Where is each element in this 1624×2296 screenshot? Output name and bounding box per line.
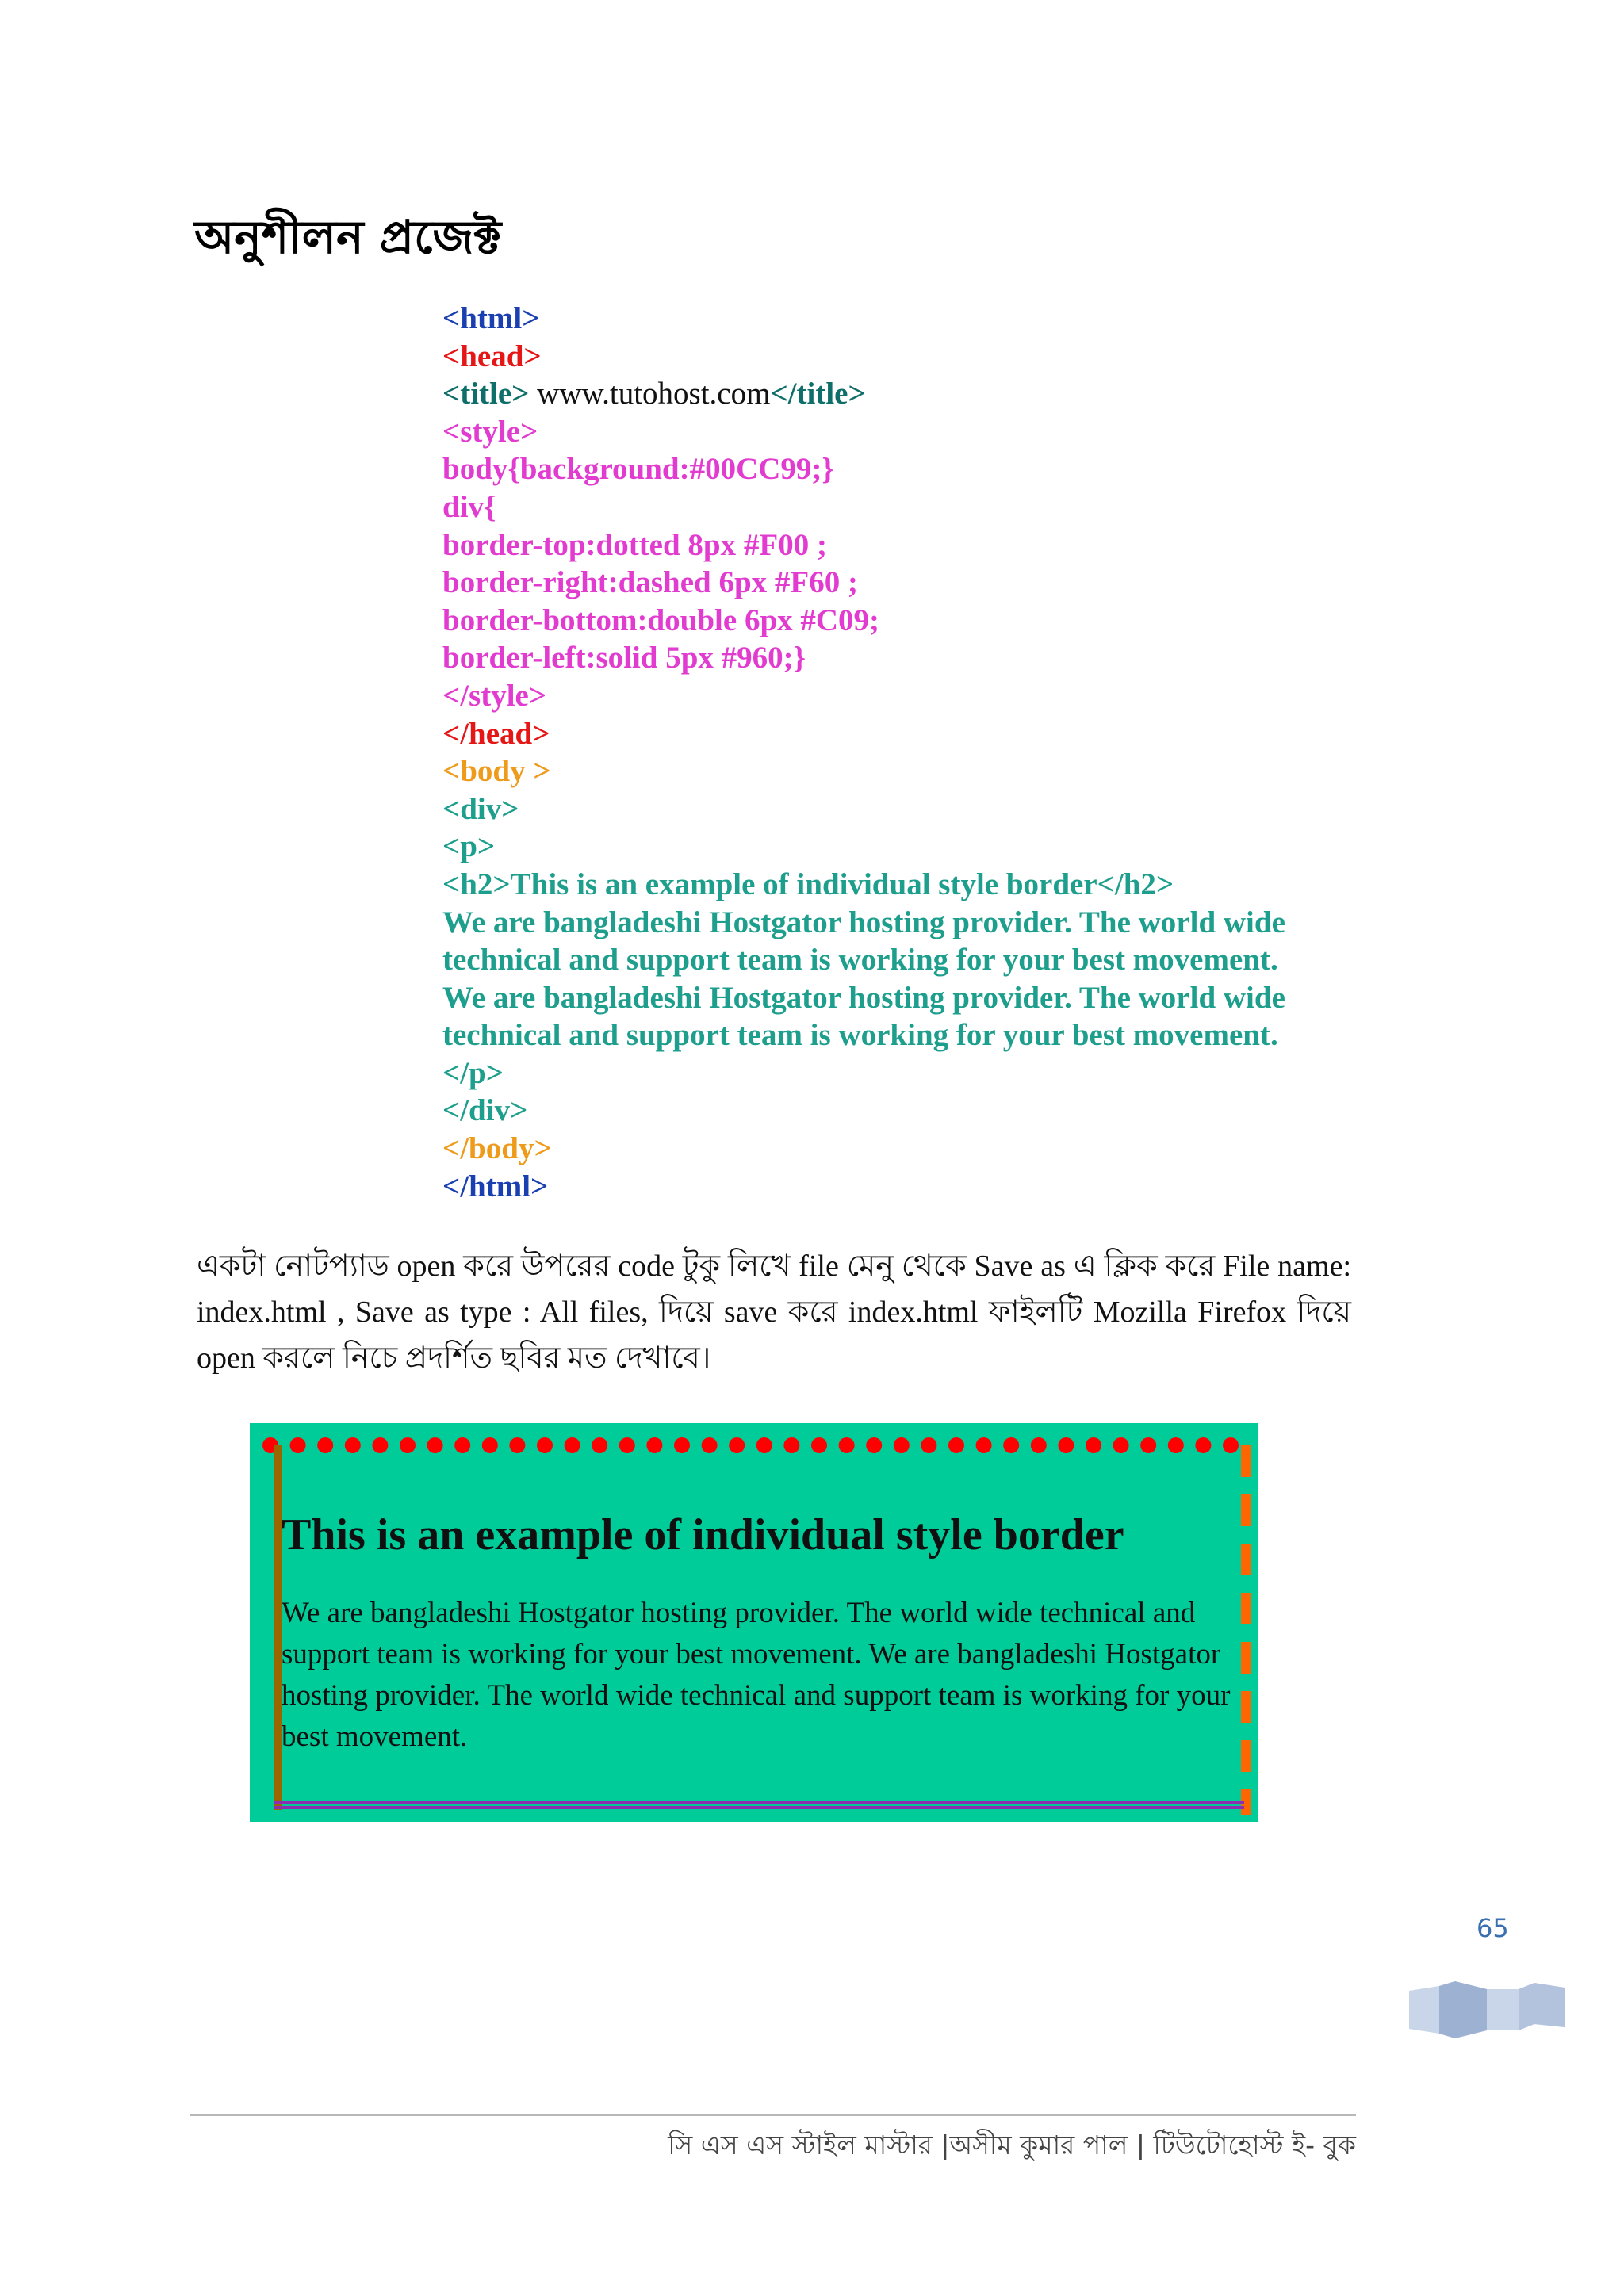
border-dot [1058,1437,1074,1453]
border-dot [1168,1437,1184,1453]
dashed-right-border [1241,1442,1252,1815]
border-dot [894,1437,910,1453]
border-dot [317,1437,333,1453]
border-dot [482,1437,498,1453]
code-line [442,790,1394,828]
footer-divider [190,2114,1356,2116]
border-dot [811,1437,827,1453]
border-dot [921,1437,936,1453]
code-token: </title> [770,377,866,411]
border-dash [1241,1544,1251,1575]
styled-div-box [261,1434,1244,1810]
code-line [442,564,1394,602]
code-line [442,413,1394,451]
rendered-output-preview [250,1423,1258,1822]
code-line [442,1054,1394,1093]
code-token: We are bangladeshi Hostgator hosting provider. The world wide [442,980,1285,1015]
border-dash [1241,1642,1251,1674]
border-dot [592,1437,607,1453]
border-dot [674,1437,690,1453]
border-dot [783,1437,799,1453]
border-dot [646,1437,662,1453]
code-token: <body > [442,754,551,789]
solid-left-border [274,1445,282,1810]
border-dot [976,1437,992,1453]
code-line [442,677,1394,715]
code-token: <p> [442,829,496,864]
code-token: <head> [442,339,542,373]
code-token: <h2>This is an example of individual style border</h2> [442,867,1174,901]
border-dash [1241,1494,1251,1526]
code-token: We are bangladeshi Hostgator hosting provider. The world wide [442,905,1285,939]
border-dot [756,1437,772,1453]
code-line [442,752,1394,790]
border-dot [537,1437,553,1453]
dotted-top-border [261,1434,1251,1460]
code-line [442,1130,1394,1168]
code-token: technical and support team is working for your best movement. [442,1018,1278,1053]
code-line [442,338,1394,376]
code-line [442,1016,1394,1054]
code-token: technical and support team is working for your best movement. [442,943,1278,978]
code-token: <html> [442,301,540,335]
code-line [442,866,1394,904]
preview-heading: This is an example of individual style border [282,1510,1124,1559]
code-token: <style> [442,414,538,449]
code-token: border-right:dashed 6px #F60 ; [442,565,858,600]
border-dot [1003,1437,1019,1453]
preview-paragraph: We are bangladeshi Hostgator hosting provider. The world wide technical and support team is working for your best movement. We are bangladeshi Hostgator hosting provider. The world wide technical and support team is working for your best movement. [282,1597,1231,1753]
border-dash [1241,1691,1251,1723]
border-dot [866,1437,882,1453]
code-token: </style> [442,678,547,713]
border-dot [290,1437,306,1453]
code-line [442,904,1394,942]
code-line [442,828,1394,866]
border-dot [1195,1437,1211,1453]
page-number: 65 [1477,1913,1509,1943]
border-dot [1223,1437,1239,1453]
code-token: border-left:solid 5px #960;} [442,641,806,675]
border-dot [1140,1437,1156,1453]
border-dot [948,1437,964,1453]
border-dot [372,1437,388,1453]
instruction-paragraph: একটা নোটপ্যাড open করে উপরের code টুকু লিখে file মেনু থেকে Save as এ ক্লিক করে File name: index.html , Save as type : All files, দিয়ে save করে index.html ফাইলটি Mozilla Firefox দিয়ে open করলে নিচে প্রদর্শিত ছবির মত দেখাবে। [197,1249,1351,1375]
border-dot [702,1437,718,1453]
code-line [442,488,1394,526]
border-dot [454,1437,470,1453]
code-line [442,450,1394,488]
code-line [442,979,1394,1017]
code-line [442,375,1394,413]
section-heading: অনুশীলন প্রজেক্ট [194,210,502,264]
border-dash [1241,1740,1251,1772]
border-dot [729,1437,745,1453]
code-token: </head> [442,716,550,751]
code-line [442,526,1394,564]
page-footer: সি এস এস স্টাইল মাস্টার |অসীম কুমার পাল | টিউটোহোস্ট ই- বুক [668,2130,1356,2160]
border-dash [1241,1593,1251,1624]
code-line [442,1092,1394,1130]
code-token: www.tutohost.com [529,377,771,411]
code-line [442,941,1394,979]
border-dot [1031,1437,1047,1453]
code-token: body{background:#00CC99;} [442,452,834,487]
code-token: <div> [442,791,519,826]
border-dot [839,1437,855,1453]
code-line [442,639,1394,677]
border-dash [1241,1445,1251,1477]
html-code-listing [442,300,1394,1205]
border-dot [565,1437,580,1453]
code-token: </html> [442,1169,549,1203]
code-token: </p> [442,1055,504,1090]
code-token: border-top:dotted 8px #F00 ; [442,527,827,562]
page-ribbon-decoration [1408,1978,1566,2042]
border-dot [509,1437,525,1453]
border-dot [619,1437,635,1453]
code-token: </div> [442,1093,528,1128]
code-line [442,715,1394,753]
code-token: div{ [442,489,496,524]
code-token: </body> [442,1131,552,1166]
border-dot [400,1437,416,1453]
code-token: border-bottom:double 6px #C09; [442,603,880,637]
code-line [442,1168,1394,1206]
border-dot [345,1437,361,1453]
border-dot [1086,1437,1101,1453]
code-token: <title> [442,377,530,411]
border-dot [427,1437,443,1453]
double-bottom-border [274,1797,1244,1812]
border-dot [1113,1437,1129,1453]
code-line [442,300,1394,338]
code-line [442,602,1394,640]
